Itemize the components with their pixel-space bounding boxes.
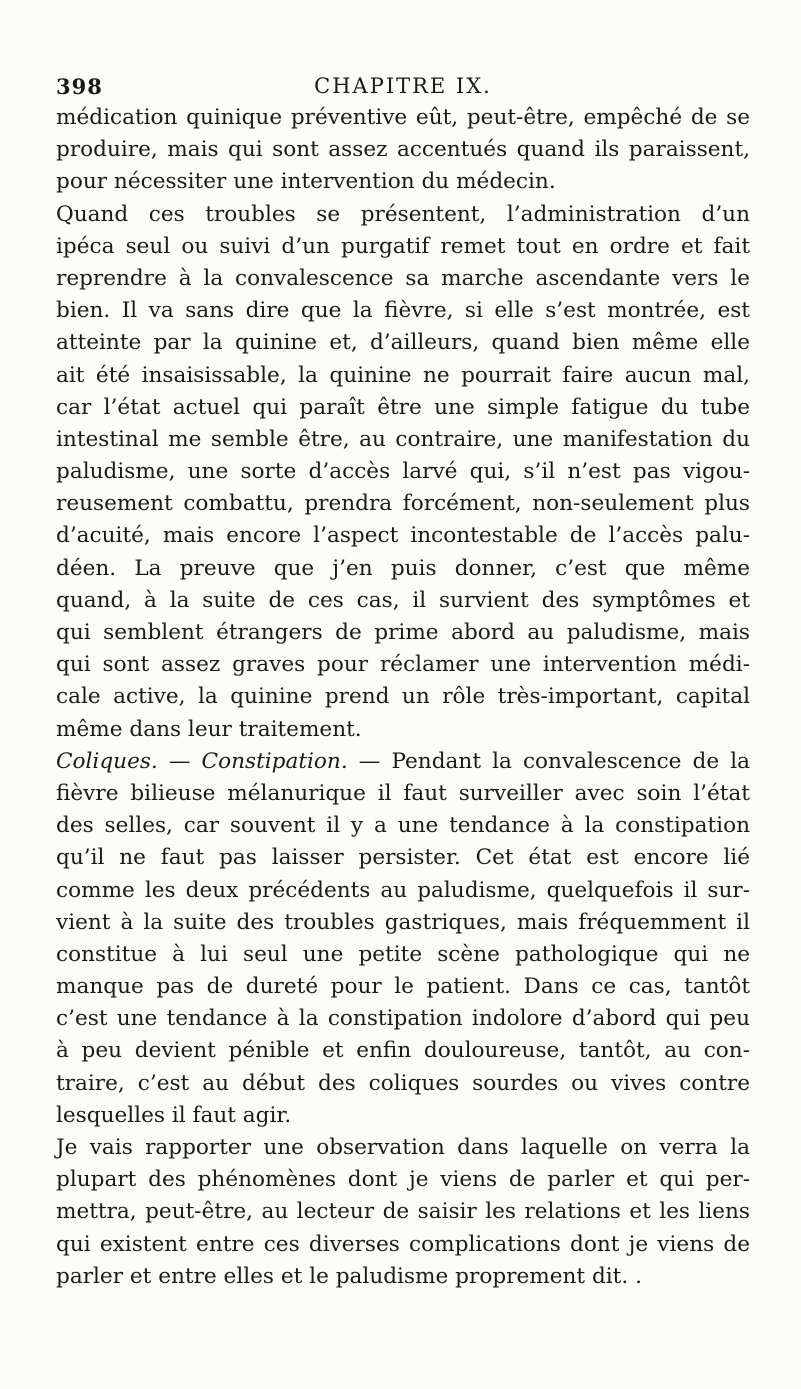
text-line: cale active, la quinine prend un rôle très-important, capital xyxy=(56,684,750,710)
text-line: reprendre à la convalescence sa marche ascendante vers le xyxy=(56,265,750,291)
text-line: comme les deux précédents au paludisme, quelquefois il sur- xyxy=(56,877,750,903)
text-line: bien. Il va sans dire que la fièvre, si elle s’est montrée, est xyxy=(56,298,750,324)
text-line: c’est une tendance à la constipation indolore d’abord qui peu xyxy=(56,1006,750,1032)
text-line: même dans leur traitement. xyxy=(56,716,362,742)
text-line: qui semblent étrangers de prime abord au paludisme, mais xyxy=(56,620,750,645)
text-line: paludisme, une sorte d’accès larvé qui, s’il n’est pas vigou- xyxy=(56,459,750,485)
text-line: déen. La preuve que j’en puis donner, c’est que même xyxy=(56,555,750,581)
text-line: car l’état actuel qui paraît être une simple fatigue du tube xyxy=(56,394,750,420)
text-line: parler et entre elles et le paludisme proprement dit. . xyxy=(56,1263,642,1289)
text-line: quand, à la suite de ces cas, il survient des symptômes et xyxy=(56,587,750,613)
text-line: médication quinique préventive eût, peut-être, empêché de se xyxy=(56,105,750,130)
text-line: Je vais rapporter une observation dans laquelle on verra la xyxy=(56,1135,750,1160)
text-line: constitue à lui seul une petite scène pathologique qui ne xyxy=(56,941,750,967)
text-line: plupart des phénomènes dont je viens de parler et qui per- xyxy=(56,1167,750,1193)
running-head xyxy=(56,74,750,104)
text-line: à peu devient pénible et enfin douloureuse, tantôt, au con- xyxy=(56,1038,750,1064)
text-line: mettra, peut-être, au lecteur de saisir les relations et les liens xyxy=(56,1199,750,1225)
text-line: vient à la suite des troubles gastriques, mais fréquemment il xyxy=(56,909,750,935)
text-line: manque pas de dureté pour le patient. Dans ce cas, tantôt xyxy=(56,974,750,1000)
text-line: atteinte par la quinine et, d’ailleurs, quand bien même elle xyxy=(56,330,750,356)
text-line: pour nécessiter une intervention du médecin. xyxy=(56,169,556,195)
text-line: d’acuité, mais encore l’aspect incontestable de l’accès palu- xyxy=(56,523,750,549)
body-text xyxy=(56,102,750,1293)
text-line: qui existent entre ces diverses complications dont je viens de xyxy=(56,1231,750,1257)
text-line: ait été insaisissable, la quinine ne pourrait faire aucun mal, xyxy=(56,362,750,388)
section-first-line xyxy=(56,746,750,778)
text-line: Quand ces troubles se présentent, l’administration d’un xyxy=(56,201,750,227)
text-line: fièvre bilieuse mélanurique il faut surveiller avec soin l’état xyxy=(56,780,750,806)
text-line: produire, mais qui sont assez accentués quand ils paraissent, xyxy=(56,137,750,163)
text-line: lesquelles il faut agir. xyxy=(56,1102,292,1128)
chapter-title: CHAPITRE IX. xyxy=(314,74,492,98)
text-line: traire, c’est au début des coliques sourdes ou vives contre xyxy=(56,1070,750,1096)
text-line: reusement combattu, prendra forcément, non-seulement plus xyxy=(56,491,750,517)
page-number: 398 xyxy=(56,74,103,99)
text-line: intestinal me semble être, au contraire, une manifestation du xyxy=(56,426,750,452)
text-line: ipéca seul ou suivi d’un purgatif remet tout en ordre et fait xyxy=(56,233,750,259)
section-heading: Coliques. — Constipation. xyxy=(56,748,348,774)
text-line: qui sont assez graves pour réclamer une intervention médi- xyxy=(56,652,750,678)
text-line: des selles, car souvent il y a une tendance à la constipation xyxy=(56,813,750,839)
text-line: qu’il ne faut pas laisser persister. Cet état est encore lié xyxy=(56,845,750,871)
section-first-line-text: — Pendant la convalescence de la xyxy=(347,748,750,774)
